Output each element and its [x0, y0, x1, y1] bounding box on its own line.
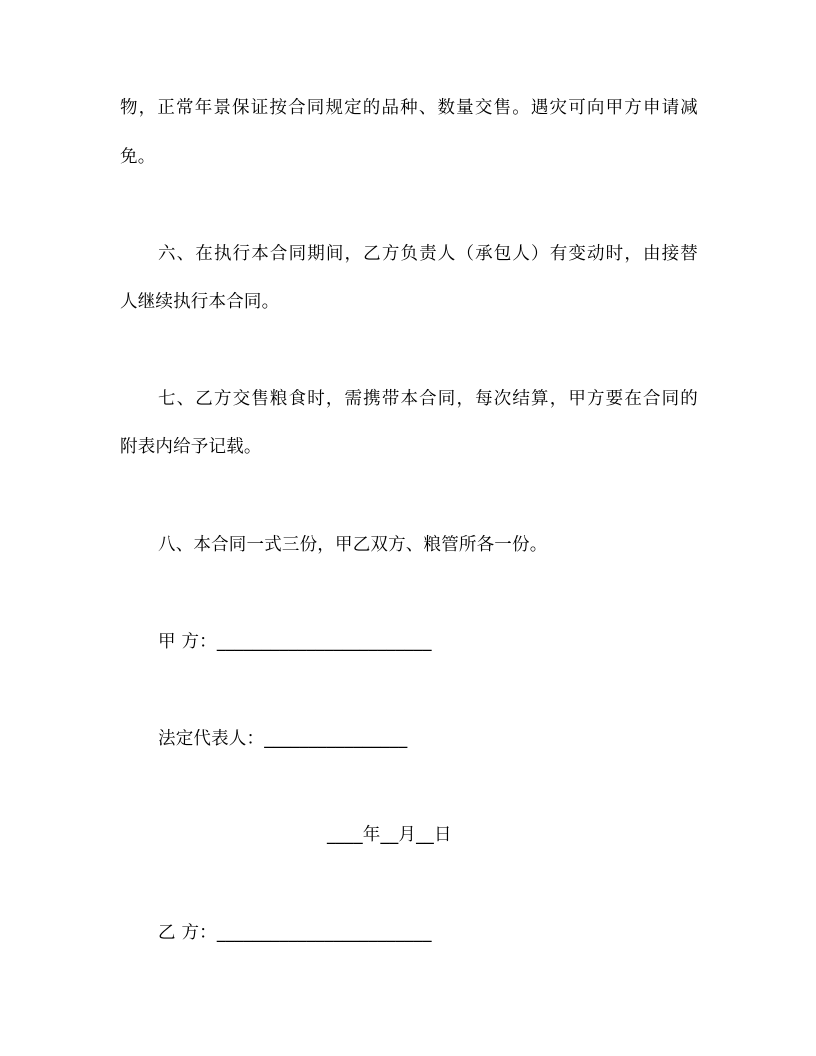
clause-5-line-2: 免。: [120, 147, 156, 167]
clause-6-line-1: 六、在执行本合同期间，乙方负责人（承包人）有变动时，由接替: [158, 244, 698, 264]
party-a-signature-line: 甲 方：________________________: [158, 632, 432, 652]
clause-7-line-2: 附表内给予记载。: [120, 437, 262, 457]
date-line: ____年__月__日: [327, 825, 452, 845]
clause-5-line-1: 物，正常年景保证按合同规定的品种、数量交售。遇灾可向甲方申请减: [120, 98, 698, 118]
clause-7-line-1: 七、乙方交售粮食时，需携带本合同，每次结算，甲方要在合同的: [158, 389, 698, 409]
legal-representative-signature-line: 法定代表人：________________: [158, 729, 408, 749]
clause-6-line-2: 人继续执行本合同。: [120, 292, 280, 312]
clause-8-line-1: 八、本合同一式三份，甲乙双方、粮管所各一份。: [158, 535, 548, 555]
party-b-signature-line: 乙 方：________________________: [158, 923, 432, 943]
